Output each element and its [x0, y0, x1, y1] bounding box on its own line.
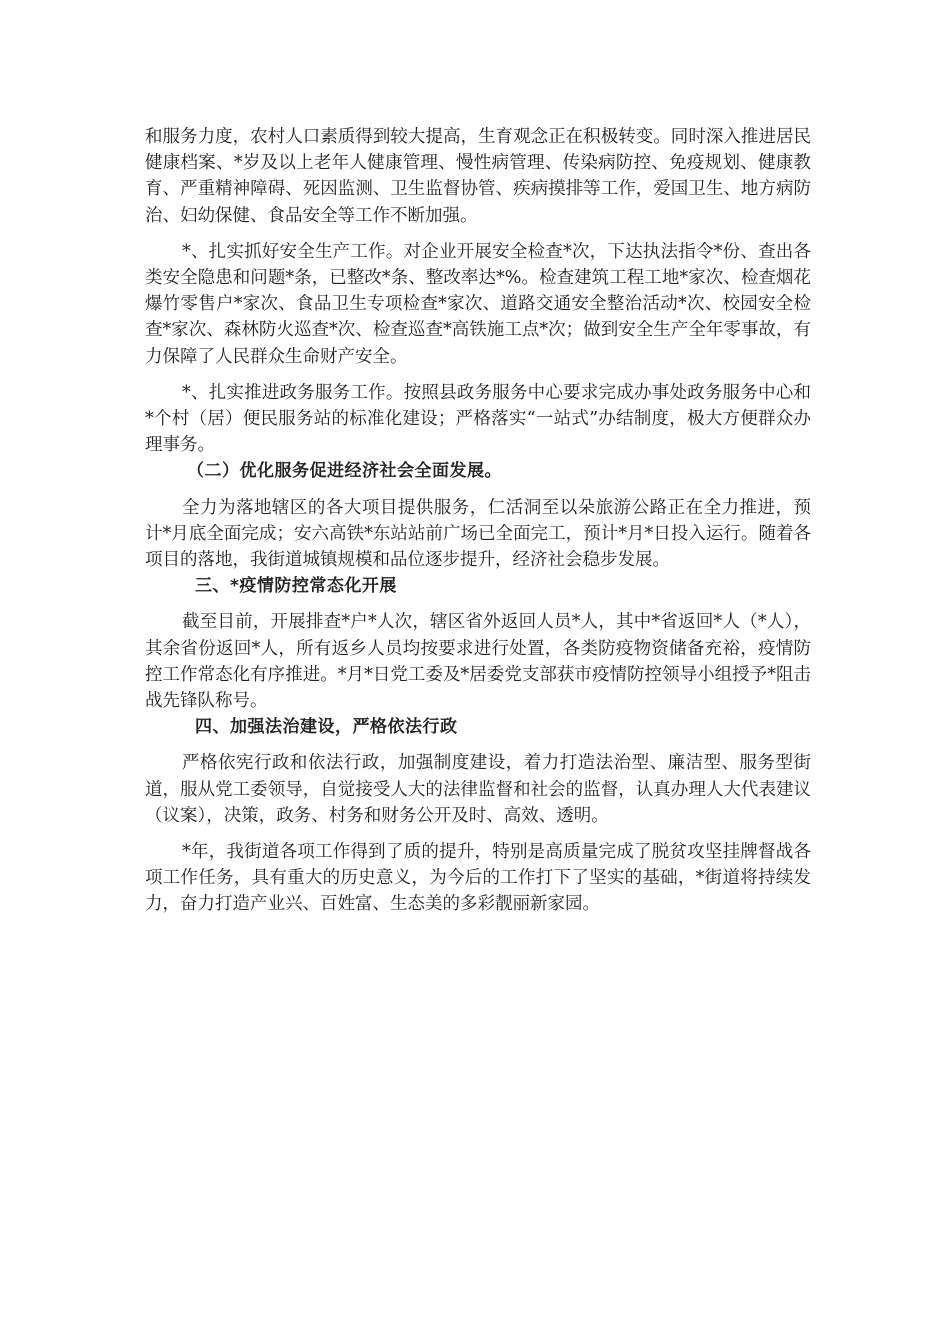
paragraph-health-services: 和服务力度，农村人口素质得到较大提高，生育观念正在积极转变。同时深入推进居民健康档案、*岁及以上老年人健康管理、慢性病管理、传染病防控、免疫规划、健康教育、严重精神障碍、死因监测、卫生监督协管、疾病摸排等工作，爱国卫生、地方病防治、妇幼保健、食品安全等工作不断加强。 — [145, 127, 811, 226]
paragraph-rule-of-law: 严格依宪行政和依法行政，加强制度建设，着力打造法治型、廉洁型、服务型街道，服从党工委领导，自觉接受人大的法律监督和社会的监督，认真办理人大代表建议（议案），决策，政务、村务和财务公开及时、高效、透明。 — [145, 753, 811, 826]
document-body — [145, 124, 811, 918]
paragraph-projects: 全力为落地辖区的各大项目提供服务，仁活洞至以朵旅游公路正在全力推进，预计*月底全面完成；安六高铁*东站站前广场已全面完工，预计*月*日投入运行。随着各项目的落地，我街道城镇规模和品位逐步提升，经济社会稳步发展。 — [145, 497, 811, 571]
paragraph-conclusion: *年，我街道各项工作得到了质的提升，特别是高质量完成了脱贫攻坚挂牌督战各项工作任务，具有重大的历史意义，为今后的工作打下了坚实的基础，*街道将持续发力，奋力打造产业兴、百姓富、生态美的多彩靓丽新家园。 — [145, 842, 811, 915]
paragraph-epidemic-control: 截至目前，开展排查*户*人次，辖区省外返回人员*人，其中*省返回*人（*人），其余省份返回*人，所有返乡人员均按要求进行处置，各类防疫物资储备充裕，疫情防控工作常态化有序推进。*月*日党工委及*居委党支部获市疫情防控领导小组授予*阻击战先锋队称号。 — [145, 612, 811, 712]
heading-rule-of-law: 四、加强法治建设，严格依法行政 — [195, 717, 458, 738]
subheading-economic-development: （二）优化服务促进经济社会全面发展。 — [187, 461, 502, 482]
heading-epidemic-control: 三、*疫情防控常态化开展 — [195, 576, 397, 597]
paragraph-safety-production: *、扎实抓好安全生产工作。对企业开展安全检查*次，下达执法指令*份、查出各类安全隐患和问题*条，已整改*条、整改率达*%。检查建筑工程工地*家次、检查烟花爆竹零售户*家次、食品卫生专项检查*家次、道路交通安全整治活动*次、校园安全检查*家次、森林防火巡查*次、检查巡查*高铁施工点*次；做到安全生产全年零事故，有力保障了人民群众生命财产安全。 — [145, 241, 811, 367]
paragraph-government-services: *、扎实推进政务服务工作。按照县政务服务中心要求完成办事处政务服务中心和*个村（居）便民服务站的标准化建设；严格落实“一站式”办结制度，极大方便群众办理事务。 — [145, 382, 811, 456]
